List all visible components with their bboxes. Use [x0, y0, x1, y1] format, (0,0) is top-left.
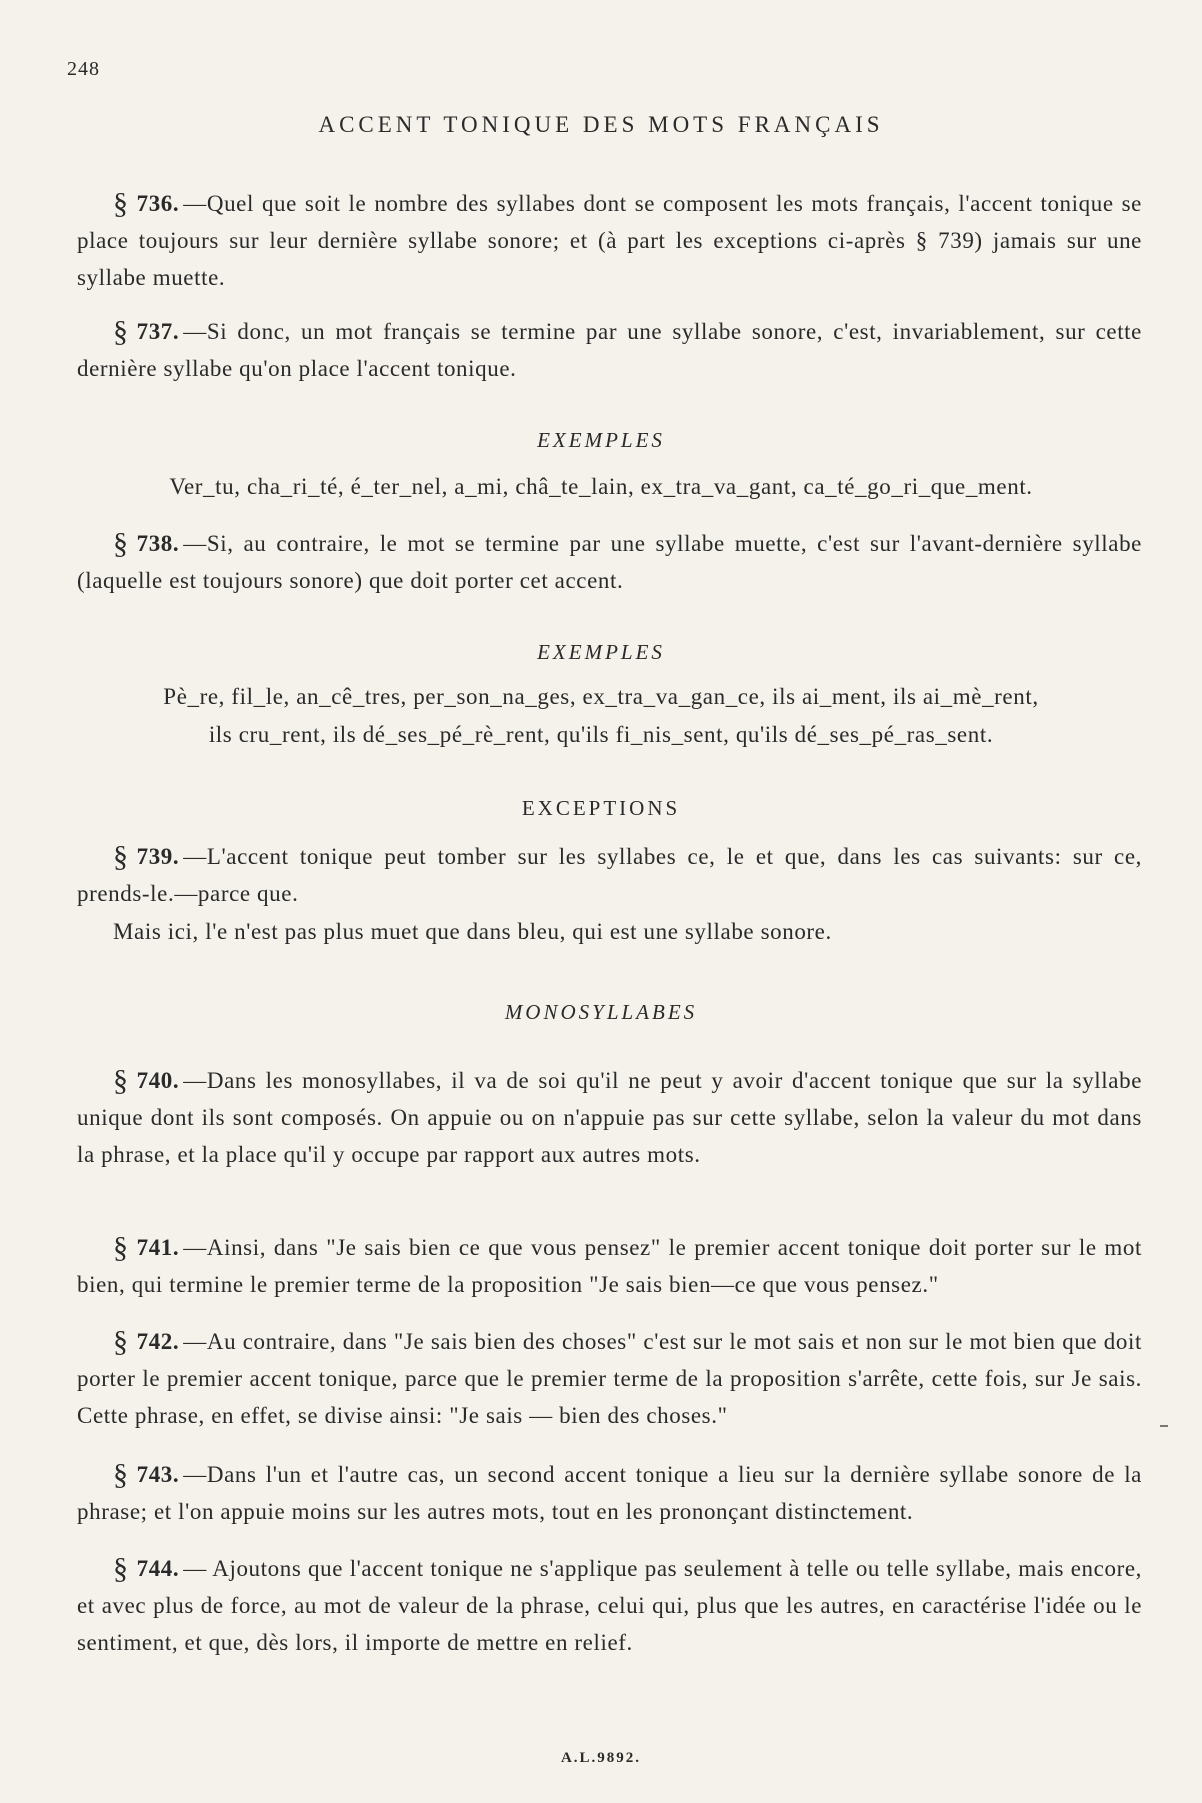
section-740 [77, 1062, 1142, 1173]
section-743 [77, 1456, 1142, 1530]
exceptions-heading: EXCEPTIONS [521, 796, 681, 820]
examples-line: Pè_re, fil_le, an_cê_tres, per_son_na_ges, ex_tra_va_gan_ce, ils ai_ment, ils ai_mè_rent, [163, 684, 1039, 709]
section-text: —Au contraire, dans "Je sais bien des choses" c'est sur le mot sais et non sur le mot bien que doit porter le premier accent tonique, parce que le premier terme de la proposition s'arrête, cette fois, sur Je sais. Cette phrase, en effet, se divise ainsi: "Je sais — bien des choses." [77, 1329, 1142, 1428]
section-number: 744. [136, 1556, 180, 1581]
section-742 [77, 1323, 1142, 1434]
examples-line: Ver_tu, cha_ri_té, é_ter_nel, a_mi, châ_te_lain, ex_tra_va_gant, ca_té_go_ri_que_ment. [169, 474, 1033, 499]
section-739 [77, 838, 1142, 912]
section-number: 742. [136, 1329, 180, 1354]
examples-line: ils cru_rent, ils dé_ses_pé_rè_rent, qu'ils fi_nis_sent, qu'ils dé_ses_pé_ras_sent. [208, 722, 994, 747]
monosyllabes-heading: MONOSYLLABES [504, 1000, 698, 1024]
section-text: — Ajoutons que l'accent tonique ne s'applique pas seulement à telle ou telle syllabe, mais encore, et avec plus de force, au mot de valeur de la phrase, celui qui, plus que les autres, en caractérise l'idée ou le sentiment, et que, dès lors, il importe de mettre en relief. [77, 1556, 1142, 1655]
section-text: —Si, au contraire, le mot se termine par une syllabe muette, c'est sur l'avant-dernière syllabe (laquelle est toujours sonore) que doit porter cet accent. [77, 531, 1142, 593]
section-text: —Ainsi, dans "Je sais bien ce que vous pensez" le premier accent tonique doit porter sur le mot bien, qui termine le premier terme de la proposition "Je sais bien—ce que vous pensez." [77, 1235, 1142, 1297]
section-738 [77, 525, 1142, 599]
section-text: —Dans l'un et l'autre cas, un second accent tonique a lieu sur la dernière syllabe sonore de la phrase; et l'on appuie moins sur les autres mots, tout en les prononçant distinctement. [77, 1462, 1142, 1524]
examples-heading: EXEMPLES [537, 428, 665, 452]
section-number: 736. [136, 191, 180, 216]
section-sign-icon: § [113, 187, 129, 220]
section-number: 740. [136, 1068, 180, 1093]
section-sign-icon: § [113, 840, 129, 873]
section-736 [77, 185, 1142, 296]
section-text: —Dans les monosyllabes, il va de soi qu'il ne peut y avoir d'accent tonique que sur la syllabe unique dont ils sont composés. On appuie ou on n'appuie pas sur cette syllabe, selon la valeur du mot dans la phrase, et la place qu'il y occupe par rapport aux autres mots. [77, 1068, 1142, 1167]
examples-heading: EXEMPLES [537, 640, 665, 664]
section-number: 737. [136, 319, 180, 344]
section-sign-icon: § [113, 1552, 129, 1585]
section-text: —Quel que soit le nombre des syllabes dont se composent les mots français, l'accent tonique se place toujours sur leur dernière syllabe sonore; et (à part les exceptions ci-après § 739) jamais sur une syllabe muette. [77, 191, 1142, 290]
section-sign-icon: § [113, 1064, 129, 1097]
section-sign-icon: § [113, 527, 129, 560]
section-number: 741. [136, 1235, 180, 1260]
section-sign-icon: § [113, 1231, 129, 1264]
section-sign-icon: § [113, 1325, 129, 1358]
section-744 [77, 1550, 1142, 1661]
section-739-note: Mais ici, l'e n'est pas plus muet que dans bleu, qui est une syllabe sonore. [113, 919, 832, 944]
section-737 [77, 313, 1142, 387]
margin-mark [1160, 1425, 1168, 1427]
section-number: 743. [136, 1462, 180, 1487]
section-sign-icon: § [113, 315, 129, 348]
page-footer: A.L.9892. [560, 1750, 642, 1766]
section-sign-icon: § [113, 1458, 129, 1491]
section-741 [77, 1229, 1142, 1303]
page-number: 248 [67, 58, 100, 80]
section-number: 739. [136, 844, 180, 869]
page-title: ACCENT TONIQUE DES MOTS FRANÇAIS [318, 112, 884, 137]
section-text: —Si donc, un mot français se termine par une syllabe sonore, c'est, invariablement, sur cette dernière syllabe qu'on place l'accent tonique. [77, 319, 1142, 381]
section-text: —L'accent tonique peut tomber sur les syllabes ce, le et que, dans les cas suivants: sur ce, prends-le.—parce que. [77, 844, 1142, 906]
section-number: 738. [136, 531, 180, 556]
